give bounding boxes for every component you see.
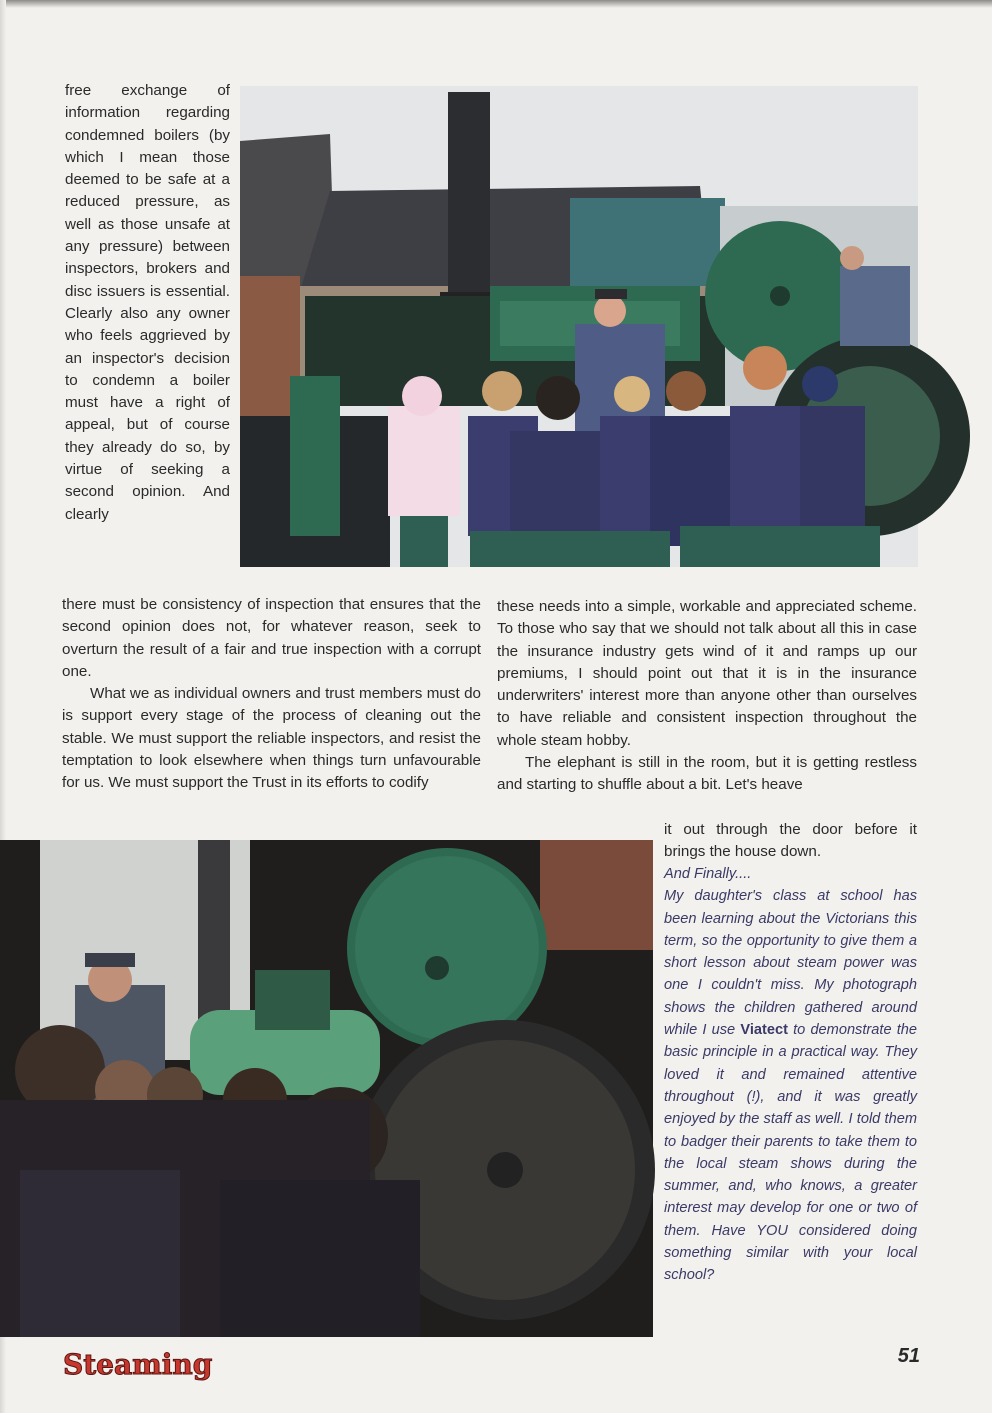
steaming-logo-text: Steaming bbox=[63, 1348, 213, 1381]
and-finally-text bbox=[664, 885, 917, 1286]
viatect-brand: Viatect bbox=[740, 1022, 788, 1039]
narrow-column-text: free exchange of information regarding condemned boilers (by which I mean those deemed to be safe at a reduced pressure, as well as those unsafe at any pressure) between inspectors, brokers and disc issuers is essential. Clearly also any owner who feels aggrieved by an inspector's decision to condemn a boiler must have a right of appeal, but of course they already do so, by virtue of seeking a second opinion. And clearly bbox=[65, 82, 230, 523]
and-finally-section bbox=[664, 863, 917, 1287]
and-finally-text-before: My daughter's class at school has been learning about the Victorians this term, so the opportunity to give them a short lesson about steam power was one I couldn't miss. My photograph shows the children gathered around while I use bbox=[664, 888, 917, 1039]
and-finally-heading: And Finally.... bbox=[664, 866, 752, 882]
left-column-paragraph-2: What we as individual owners and trust members must do is support every stage of the process of cleaning out the stable. We must support the reliable inspectors, and resist the temptation to look elsewhere when things turn unfavourable for us. We must support the Trust in its efforts to codify bbox=[62, 685, 481, 792]
right-column-paragraph-2: The elephant is still in the room, but it is getting restless and starting to shuffle about a bit. Let's heave bbox=[497, 754, 917, 794]
page-top-shadow bbox=[0, 0, 992, 8]
left-column-paragraph-1: there must be consistency of inspection that ensures that the second opinion does not, for whatever reason, seek to overturn the result of a fair and true inspection with a corrupt one. bbox=[62, 596, 481, 680]
and-finally-text-after: to demonstrate the basic principle in a practical way. They loved it and remained attentive throughout (!), and it was greatly enjoyed by the staff as well. I told them to badger their parents to take them to the local steam shows during the summer, and, who knows, a greater interest may develop for one or two of them. Have YOU considered doing something similar with your local school? bbox=[664, 1022, 918, 1284]
steaming-logo bbox=[60, 1343, 213, 1383]
left-column-text bbox=[62, 594, 481, 795]
photo-engine-children-outdoors bbox=[240, 86, 918, 567]
page-number: 51 bbox=[897, 1345, 920, 1367]
right-column-text bbox=[497, 596, 917, 797]
photo-engine-children-indoors bbox=[0, 840, 653, 1337]
right-column-paragraph-2-continued: it out through the door before it brings the house down. bbox=[664, 821, 917, 861]
right-column-paragraph-1: these needs into a simple, workable and appreciated scheme. To those who say that we should not talk about all this in case the insurance industry gets wind of it and ramps up our premiums, I should point out that it is in the insurance underwriters' interest more than anyone other than ourselves to have reliable and consistent inspection throughout the whole steam hobby. bbox=[497, 598, 917, 749]
